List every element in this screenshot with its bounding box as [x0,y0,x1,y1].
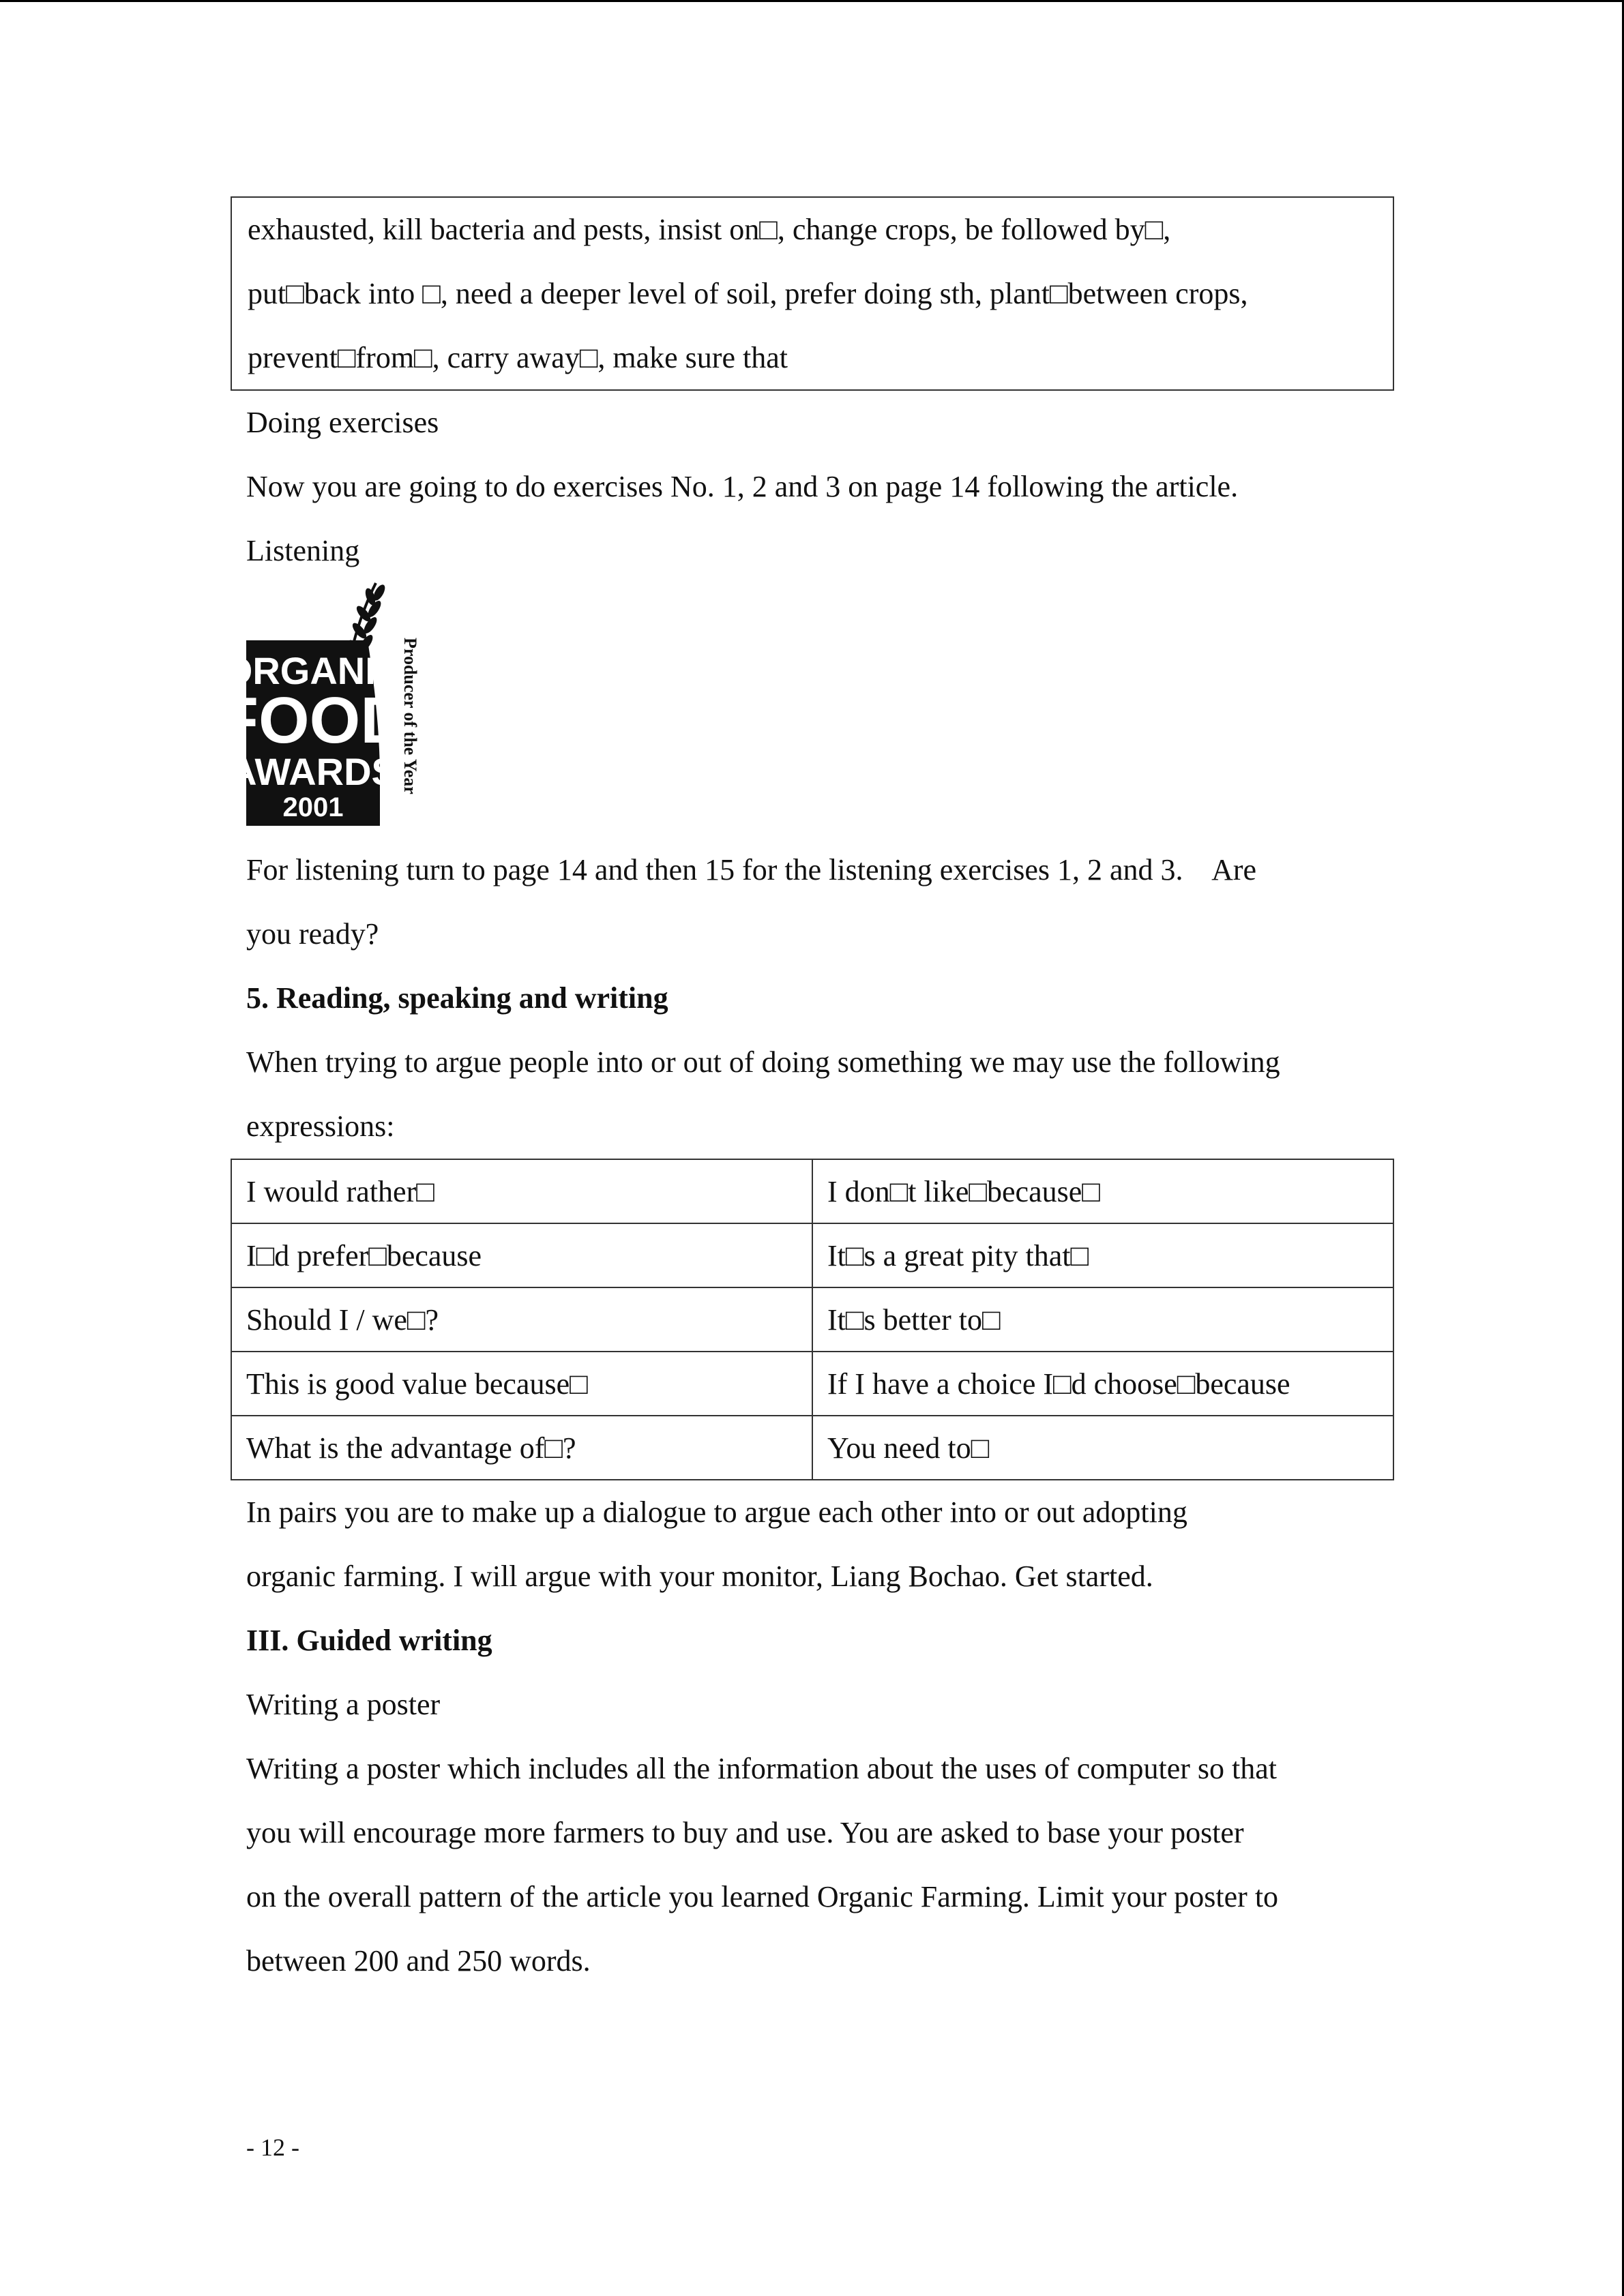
vocab-line: put□back into □, need a deeper level of soil, prefer doing sth, plant□between crops, [248,277,1248,310]
organic-food-awards-logo [218,583,1394,838]
page-number: - 12 - [246,2134,299,2161]
doing-exercises-text: Now you are going to do exercises No. 1, 2 and 3 on page 14 following the article. [246,470,1239,503]
logo-text-organic: ORGANIC [222,649,404,692]
table-cell: I would rather□ [231,1159,812,1223]
guided-writing-heading: III. Guided writing [246,1624,492,1657]
vocabulary-box [231,196,1394,391]
page-content [218,196,1394,1993]
logo-text-year: 2001 [282,792,344,822]
table-row [231,1223,1393,1287]
table-cell: I□d prefer□because [231,1223,812,1287]
section-5-intro-line: When trying to argue people into or out of doing something we may use the following [246,1045,1280,1079]
vocab-line: prevent□from□, carry away□, make sure that [248,341,788,374]
table-cell: What is the advantage of□? [231,1416,812,1480]
listening-text-line: you ready? [246,917,379,951]
table-cell: It□s a great pity that□ [812,1223,1393,1287]
guided-writing-line: Writing a poster which includes all the information about the uses of computer so that [246,1752,1277,1785]
table-row [231,1416,1393,1480]
table-cell: You need to□ [812,1416,1393,1480]
listening-text-line: For listening turn to page 14 and then 15 for the listening exercises 1, 2 and 3. Are [246,853,1257,886]
table-cell: If I have a choice I□d choose□because [812,1352,1393,1416]
section-5-after-line: organic farming. I will argue with your monitor, Liang Bochao. Get started. [246,1560,1153,1593]
doing-exercises-heading: Doing exercises [246,406,439,439]
guided-writing-line: you will encourage more farmers to buy and use. You are asked to base your poster [246,1816,1244,1849]
table-row [231,1159,1393,1223]
section-5-heading: 5. Reading, speaking and writing [246,981,668,1015]
page-top-border [0,0,1624,2]
table-row [231,1287,1393,1352]
organic-food-awards-logo-graphic [218,583,451,838]
table-cell: It□s better to□ [812,1287,1393,1352]
table-cell: I don□t like□because□ [812,1159,1393,1223]
expressions-table [231,1159,1394,1480]
table-cell: Should I / we□? [231,1287,812,1352]
vocab-line: exhausted, kill bacteria and pests, insist on□, change crops, be followed by□, [248,213,1171,246]
table-cell: This is good value because□ [231,1352,812,1416]
section-5-after-line: In pairs you are to make up a dialogue to argue each other into or out adopting [246,1495,1187,1529]
listening-heading: Listening [246,534,360,567]
guided-writing-subheading: Writing a poster [246,1688,441,1721]
table-row [231,1352,1393,1416]
section-5-intro-line: expressions: [246,1109,395,1143]
logo-text-awards: AWARDS [229,750,397,793]
logo-text-food: FOOD [218,684,408,757]
guided-writing-line: between 200 and 250 words. [246,1944,591,1978]
guided-writing-line: on the overall pattern of the article you learned Organic Farming. Limit your poster to [246,1880,1279,1913]
logo-side-text: Producer of the Year [400,638,420,794]
